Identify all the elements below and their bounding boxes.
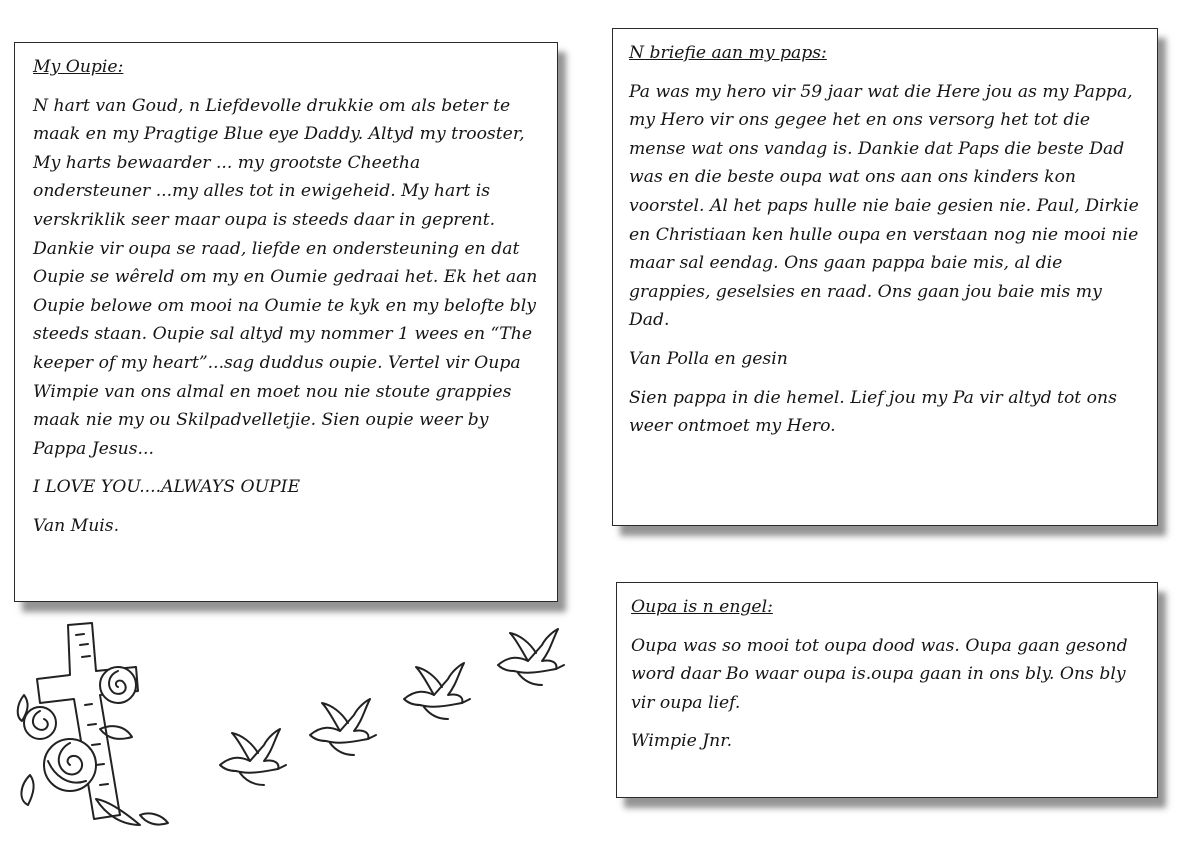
card-closing-text: Sien pappa in die hemel. Lief jou my Pa vir altyd tot ons weer ontmoet my Hero. (629, 387, 1117, 437)
letter-card-my-oupie (14, 42, 558, 602)
card-body-text: N hart van Goud, n Liefdevolle drukkie om als beter te maak en my Pragtige Blue eye Daddy. Altyd my trooster, My harts bewaarder ... my grootste Cheetha ondersteuner ...my alles tot in ewigeheid. My hart is verskriklik seer maar oupa is steeds daar in geprent. Dankie vir oupa se raad, liefde en ondersteuning en dat Oupie se wêreld om my en Oumie gedraai het. Ek het aan Oupie belowe om mooi na Oumie te kyk en my belofte bly steeds staan. Oupie sal altyd my nommer 1 wees en “The keeper of my heart”...sag duddus oupie. Vertel vir Oupa Wimpie van ons almal en moet nou nie stoute grappies maak nie my ou Skilpadvelletjie. Sien oupie weer by Pappa Jesus... (33, 95, 538, 459)
dove-icon (310, 699, 376, 755)
letter-card-briefie-aan-paps (612, 28, 1158, 526)
letter-card-oupa-is-n-engel (616, 582, 1158, 798)
card-signature: Wimpie Jnr. (631, 731, 733, 752)
card-heading: Oupa is n engel: (631, 597, 773, 617)
dove-icon (220, 729, 286, 785)
right-page (600, 0, 1200, 849)
dove-icon (498, 629, 564, 685)
card-signature: Van Polla en gesin (629, 348, 788, 369)
card-heading: My Oupie: (33, 57, 124, 77)
dove-icon (404, 663, 470, 719)
card-signature: Van Muis. (33, 515, 120, 536)
memorial-decoration (10, 615, 570, 845)
card-closing-text: I LOVE YOU....ALWAYS OUPIE (33, 477, 300, 498)
cross-with-roses-icon (18, 623, 168, 825)
card-body-text: Pa was my hero vir 59 jaar wat die Here jou as my Pappa, my Hero vir ons gegee het en ons versorg het tot die mense wat ons vandag is. Dankie dat Paps die beste Dad was en die beste oupa wat ons aan ons kinders kon voorstel. Al het paps hulle nie baie gesien nie. Paul, Dirkie en Christiaan ken hulle oupa en verstaan nog nie mooi nie maar sal eendag. Ons gaan pappa baie mis, al die grappies, geselsies en raad. Ons gaan jou baie mis my Dad. (629, 81, 1139, 331)
card-body-text: Oupa was so mooi tot oupa dood was. Oupa gaan gesond word daar Bo waar oupa is.oupa gaan in ons bly. Ons bly vir oupa lief. (631, 635, 1128, 713)
card-heading: N briefie aan my paps: (629, 43, 827, 63)
